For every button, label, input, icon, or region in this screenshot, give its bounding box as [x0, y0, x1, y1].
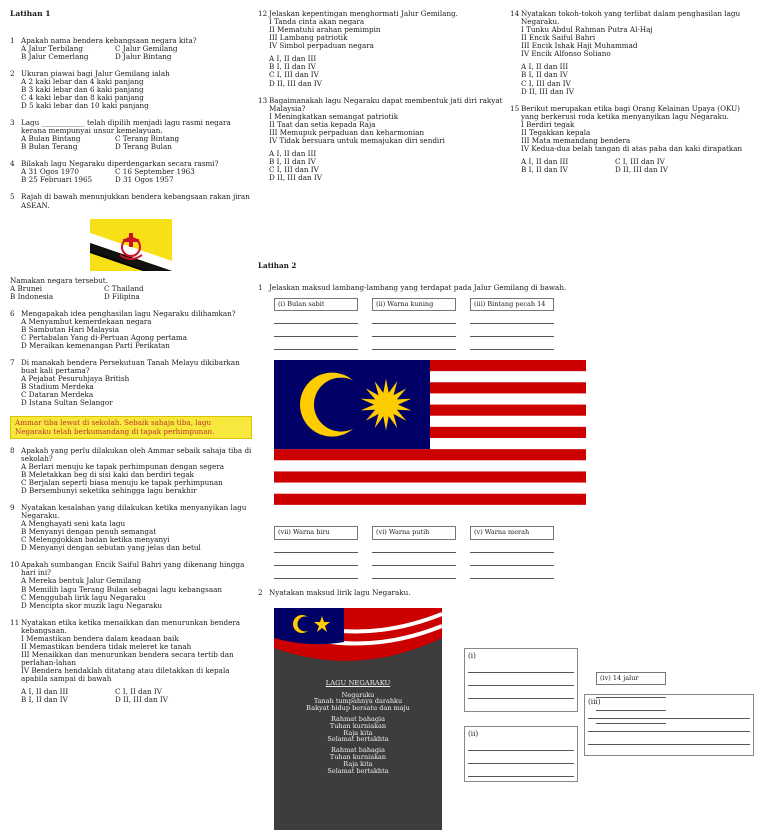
- question-3: [10, 119, 252, 151]
- option[interactable]: III Mata memandang bendera: [521, 135, 631, 145]
- latihan-2-q1: Jelaskan maksud lambang-lambang yang terdapat pada Jalur Gemilang di bawah.: [269, 283, 567, 293]
- option[interactable]: B 25 Februari 1965: [21, 175, 93, 185]
- answer-label: (ii): [468, 729, 479, 738]
- option[interactable]: A Menyambut kemerdekaan negara: [21, 316, 152, 326]
- question-number: 8: [10, 445, 15, 455]
- answer-line[interactable]: [372, 313, 456, 324]
- question-11: [10, 619, 252, 705]
- answer-cell-iii: [470, 298, 554, 350]
- question-text: Ukuran piawai bagi Jalur Gemilang ialah: [21, 68, 170, 78]
- answer-line[interactable]: [274, 568, 358, 579]
- questions-14-15: [510, 10, 758, 174]
- option[interactable]: IV Encik Alfonso Soliano: [521, 49, 611, 59]
- latihan-2-title: Latihan 2: [258, 261, 297, 270]
- option[interactable]: D 31 Ogos 1957: [115, 175, 174, 185]
- option[interactable]: B I, II dan IV: [521, 70, 568, 80]
- question-text: Apakah sumbangan Encik Saiful Bahri yang dikenang hingga hari ini?: [21, 560, 245, 578]
- option[interactable]: B Stadium Merdeka: [21, 382, 94, 392]
- option[interactable]: A Bulan Bintang: [21, 134, 81, 144]
- question-2: [10, 70, 252, 110]
- option[interactable]: C I, III dan IV: [615, 157, 665, 166]
- lyric-line: Rakyat hidup bersatu dan maju: [306, 704, 410, 713]
- option[interactable]: A I, II dan III: [269, 148, 317, 158]
- question-text: Lagu ____________ telah dipilih menjadi lagu rasmi negara kerana mempunyai unsur kemelayuan.: [21, 118, 231, 136]
- question-12: [258, 10, 506, 88]
- answer-cell-vi: [372, 526, 456, 578]
- question-text: Nyatakan etika ketika menaikkan dan menurunkan bendera kebangsaan.: [21, 617, 241, 635]
- question-13: [258, 97, 506, 183]
- option[interactable]: A I, II dan III: [21, 687, 69, 697]
- option[interactable]: B Meletakkan beg di sisi kaki dan berdiri tegak: [21, 469, 194, 479]
- lyric-line: Tuhan kurniakan: [329, 721, 387, 730]
- question-text: Bilakah lagu Negaraku diperdengarkan secara rasmi?: [21, 159, 219, 169]
- question-text: Berikut merupakan etika bagi Orang Kelainan Upaya (OKU) yang berkerusi roda ketika menyanyikan lagu Negaraku.: [521, 103, 740, 121]
- column-right: [510, 10, 758, 183]
- question-number: 2: [258, 587, 263, 597]
- answer-line[interactable]: [372, 568, 456, 579]
- option[interactable]: D Jalur Bintang: [115, 51, 172, 61]
- option[interactable]: C I, III dan IV: [521, 78, 571, 88]
- option[interactable]: B I, II dan IV: [521, 165, 568, 175]
- option[interactable]: A Mereka bentuk Jalur Gemilang: [21, 576, 142, 586]
- option[interactable]: III Lambang patriotik: [269, 33, 348, 43]
- flag-stripe: [274, 505, 586, 516]
- option[interactable]: A Pejabat Pesuruhjaya British: [21, 374, 130, 384]
- question-number: 6: [10, 308, 15, 318]
- question-text: Nyatakan kesalahan yang dilakukan ketika menyanyikan lagu Negaraku.: [21, 502, 247, 520]
- answer-cell-i: [274, 298, 358, 350]
- lyric-line: Selamat bertakhta: [327, 766, 389, 775]
- answer-line[interactable]: [372, 555, 456, 566]
- option[interactable]: C I, III dan IV: [269, 165, 319, 175]
- lyric-answer-ii: [464, 726, 578, 782]
- answer-line[interactable]: [470, 555, 554, 566]
- answer-line[interactable]: [468, 688, 574, 699]
- option[interactable]: B I, II dan IV: [269, 157, 316, 166]
- question-text: Apakah nama bendera kebangsaan negara kita?: [21, 35, 197, 45]
- questions-1-5: [10, 37, 252, 210]
- question-4: [10, 160, 252, 184]
- answer-line[interactable]: [468, 766, 574, 777]
- answer-line[interactable]: [468, 753, 574, 764]
- option[interactable]: D Menyanyi dengan sebutan yang jelas dan betul: [21, 543, 201, 553]
- question-5-continued: [10, 277, 252, 301]
- option[interactable]: C Melenggokkan badan ketika menyanyi: [21, 535, 170, 545]
- question-number: 13: [258, 95, 268, 105]
- answer-line[interactable]: [274, 339, 358, 350]
- answer-line[interactable]: [274, 313, 358, 324]
- option[interactable]: D Bersembunyi seketika sehingga lagu berakhir: [21, 485, 197, 495]
- symbol-label: (i) Bulan sabit: [274, 298, 358, 311]
- question-number: 7: [10, 358, 15, 368]
- question-number: 1: [258, 283, 263, 293]
- question-15: [510, 105, 758, 175]
- symbol-label: (iii) Bintang pecah 14: [470, 298, 554, 311]
- option[interactable]: IV Kedua-dua belah tangan di atas paha dan kaki dirapatkan: [521, 143, 743, 153]
- answer-label: (i): [468, 651, 476, 660]
- option[interactable]: D II, III dan IV: [115, 695, 168, 705]
- symbol-label: (v) Warna merah: [470, 526, 554, 539]
- flag-stripe: [274, 483, 586, 494]
- questions-8-11: [10, 447, 252, 705]
- question-text: Mengapakah idea penghasilan lagu Negaraku dilihamkan?: [21, 308, 236, 318]
- option[interactable]: A Brunei: [10, 283, 43, 293]
- option[interactable]: II Taat dan setia kepada Raja: [269, 119, 376, 129]
- question-number: 15: [510, 103, 520, 113]
- lyric-line: Tuhan kurniakan: [329, 753, 387, 762]
- option[interactable]: D Terang Bulan: [115, 142, 172, 152]
- answer-line[interactable]: [372, 339, 456, 350]
- waving-flag: [274, 608, 442, 678]
- answer-line[interactable]: [588, 721, 750, 732]
- question-number: 5: [10, 192, 15, 202]
- option[interactable]: D II, III dan IV: [521, 86, 574, 96]
- column-left: [10, 10, 252, 713]
- top-symbol-answers: [274, 298, 758, 350]
- option[interactable]: A 2 kaki lebar dan 4 kaki panjang: [21, 76, 144, 86]
- option[interactable]: IV Simbol perpaduan negara: [269, 41, 374, 51]
- lyric-answer-i: [464, 648, 578, 712]
- question-number: 11: [10, 617, 20, 627]
- answer-line[interactable]: [468, 662, 574, 673]
- option[interactable]: A I, II dan III: [269, 54, 317, 64]
- answer-line[interactable]: [468, 740, 574, 751]
- answer-line[interactable]: [470, 313, 554, 324]
- option[interactable]: A Menghayati seni kata lagu: [21, 519, 126, 529]
- question-number: 12: [258, 9, 268, 18]
- option[interactable]: I Meningkatkan semangat patriotik: [269, 111, 399, 121]
- question-5-prompt: Namakan negara tersebut.: [10, 275, 108, 285]
- answer-cell-vii: [274, 526, 358, 578]
- symbol-label: (iv) 14 jalur: [596, 672, 666, 685]
- sheet-title: Latihan 1: [10, 9, 51, 18]
- option[interactable]: B Sambutan Hari Malaysia: [21, 324, 120, 334]
- option[interactable]: C I, II dan IV: [115, 687, 162, 697]
- option[interactable]: III Encik Ishak Haji Muhammad: [521, 41, 638, 51]
- option[interactable]: C I, III dan IV: [269, 70, 319, 80]
- question-number: 9: [10, 502, 15, 512]
- option[interactable]: C 4 kaki lebar dan 8 kaki panjang: [21, 92, 144, 102]
- question-6: [10, 310, 252, 350]
- question-number: 3: [10, 118, 15, 127]
- question-1: [10, 37, 252, 61]
- question-9: [10, 504, 252, 552]
- lyric-line: Raja kita: [343, 759, 373, 768]
- option[interactable]: B Memilih lagu Terang Bulan sebagai lagu kebangsaan: [21, 584, 223, 594]
- option[interactable]: A 31 Ogos 1970: [21, 167, 79, 177]
- question-10: [10, 561, 252, 609]
- option[interactable]: B Jalur Cemerlang: [21, 51, 89, 61]
- option[interactable]: B 3 kaki lebar dan 6 kaki panjang: [21, 84, 144, 94]
- option[interactable]: D Meraikan kemenangan Parti Perikatan: [21, 341, 170, 350]
- lyric-line: Rahmat bahagia: [330, 715, 386, 724]
- option[interactable]: III Menaikkan dan menurunkan bendera secara tertib dan perlahan-lahan: [21, 649, 234, 667]
- option[interactable]: C Terang Bintang: [115, 134, 180, 144]
- brunei-flag: [90, 219, 172, 271]
- option[interactable]: B Bulan Terang: [21, 142, 78, 152]
- malaysia-flag: [274, 360, 586, 516]
- question-text: Rajah di bawah menunjukkan bendera kebangsaan rakan jiran ASEAN.: [21, 192, 250, 210]
- symbol-label: (vi) Warna putih: [372, 526, 456, 539]
- option[interactable]: II Encik Saiful Bahri: [521, 33, 596, 43]
- latihan-2-q2: Nyatakan maksud lirik lagu Negaraku.: [269, 587, 411, 597]
- option[interactable]: D II, III dan IV: [615, 165, 668, 175]
- option[interactable]: I Tanda cinta akan negara: [269, 17, 365, 27]
- option[interactable]: II Mematuhi arahan pemimpin: [269, 25, 381, 35]
- option[interactable]: D II, III dan IV: [269, 173, 322, 183]
- answer-line[interactable]: [274, 326, 358, 337]
- option[interactable]: B Menyanyi dengan penuh semangat: [21, 527, 157, 537]
- option[interactable]: D II, III dan IV: [269, 78, 322, 88]
- option[interactable]: B I, II dan IV: [269, 62, 316, 72]
- option[interactable]: C 16 September 1963: [115, 167, 195, 177]
- option[interactable]: B Indonesia: [10, 291, 54, 301]
- question-number: 14: [510, 9, 520, 18]
- question-number: 10: [10, 560, 20, 570]
- lyric-line: Rahmat bahagia: [330, 746, 386, 755]
- lyric-line: Selamat bertakhta: [327, 735, 389, 744]
- question-text: Bagaimanakah lagu Negaraku dapat membentuk jati diri rakyat Malaysia?: [269, 95, 503, 113]
- option[interactable]: A Jalur Terbilang: [21, 43, 83, 53]
- lyric-line: Negaraku: [341, 690, 375, 699]
- option[interactable]: A Berlari menuju ke tapak perhimpunan dengan segera: [21, 461, 225, 471]
- answer-line[interactable]: [470, 326, 554, 337]
- questions-6-7: [10, 310, 252, 408]
- bottom-symbol-answers: [274, 526, 758, 578]
- flag-stripe: [274, 494, 586, 505]
- option[interactable]: IV Bendera hendaklah ditatang atau diletakkan di kepala apabila sampai di bawah: [21, 666, 230, 684]
- option[interactable]: D Mencipta skor muzik lagu Negaraku: [21, 600, 163, 610]
- answer-label: (iii): [588, 697, 601, 706]
- answer-line[interactable]: [588, 708, 750, 719]
- option[interactable]: C Menggubah lirik lagu Negaraku: [21, 592, 146, 602]
- option[interactable]: III Memupuk perpaduan dan keharmonian: [269, 127, 425, 137]
- answer-line[interactable]: [470, 568, 554, 579]
- answer-line[interactable]: [372, 542, 456, 553]
- answer-line[interactable]: [468, 675, 574, 686]
- answer-line[interactable]: [372, 326, 456, 337]
- option[interactable]: C Dataran Merdeka: [21, 390, 94, 400]
- question-text: Apakah yang perlu dilakukan oleh Ammar sebaik sahaja tiba di sekolah?: [21, 445, 252, 463]
- lyric-line: Raja kita: [343, 728, 373, 737]
- flag-stripe: [274, 450, 586, 461]
- question-8: [10, 447, 252, 495]
- answer-line[interactable]: [274, 542, 358, 553]
- answer-line[interactable]: [470, 339, 554, 350]
- question-number: 4: [10, 159, 15, 169]
- flag-stripe: [274, 461, 586, 472]
- questions-12-13: [258, 10, 506, 182]
- option[interactable]: D Filipina: [104, 291, 140, 301]
- flag-stripe: [274, 472, 586, 483]
- answer-cell-ii: [372, 298, 456, 350]
- answer-cell-v: [470, 526, 554, 578]
- option[interactable]: I Tunku Abdul Rahman Putra Al-Haj: [521, 25, 653, 35]
- option[interactable]: I Berdiri tegak: [521, 119, 575, 129]
- lyric-line: Tanah tumpahnya darahku: [313, 697, 403, 706]
- answer-line[interactable]: [470, 542, 554, 553]
- option[interactable]: C Berjalan seperti biasa menuju ke tapak perhimpunan: [21, 477, 223, 487]
- lyric-poster: [274, 608, 442, 830]
- question-text: Di manakah bendera Persekutuan Tanah Melayu dikibarkan buat kali pertama?: [21, 358, 240, 376]
- lyric-answer-iii: [584, 694, 754, 756]
- question-number: 1: [10, 35, 15, 45]
- option[interactable]: I Memastikan bendera dalam keadaan baik: [21, 633, 179, 643]
- latihan-2: [258, 261, 758, 682]
- lyric-section: [258, 608, 758, 828]
- question-text: Nyatakan tokoh-tokoh yang terlibat dalam penghasilan lagu Negaraku.: [521, 9, 741, 27]
- option[interactable]: C Pertabalan Yang di-Pertuan Agong pertama: [21, 332, 187, 342]
- question-text: Jelaskan kepentingan menghormati Jalur Gemilang.: [269, 9, 458, 18]
- option[interactable]: D 5 kaki lebar dan 10 kaki panjang: [21, 100, 149, 110]
- question-7: [10, 359, 252, 407]
- answer-line[interactable]: [274, 555, 358, 566]
- option[interactable]: D Istana Sultan Selangor: [21, 398, 113, 408]
- lyric-title: LAGU NEGARAKU: [325, 679, 391, 687]
- answer-line[interactable]: [588, 734, 750, 745]
- option[interactable]: A I, II dan III: [521, 62, 569, 72]
- crescent-mask: [314, 378, 368, 432]
- question-number: 2: [10, 68, 15, 78]
- symbol-label: (vii) Warna biru: [274, 526, 358, 539]
- option[interactable]: II Tegakkan kepala: [521, 127, 591, 137]
- option[interactable]: IV Tidak bersuara untuk memajukan diri sendiri: [269, 135, 445, 145]
- option[interactable]: II Memastikan bendera tidak meleret ke tanah: [21, 641, 192, 651]
- question-14: [510, 10, 758, 96]
- option[interactable]: A I, II dan III: [521, 157, 569, 166]
- column-middle: [258, 10, 506, 191]
- option[interactable]: B I, II dan IV: [21, 695, 68, 705]
- option[interactable]: C Thailand: [104, 283, 144, 293]
- option[interactable]: C Jalur Gemilang: [115, 43, 178, 53]
- scenario-box: Ammar tiba lewat di sekolah. Sebaik sahaja tiba, lagu Negaraku telah berkumandang di tapak perhimpunan.: [10, 416, 252, 438]
- symbol-label: (ii) Warna kuning: [372, 298, 456, 311]
- question-5: [10, 193, 252, 209]
